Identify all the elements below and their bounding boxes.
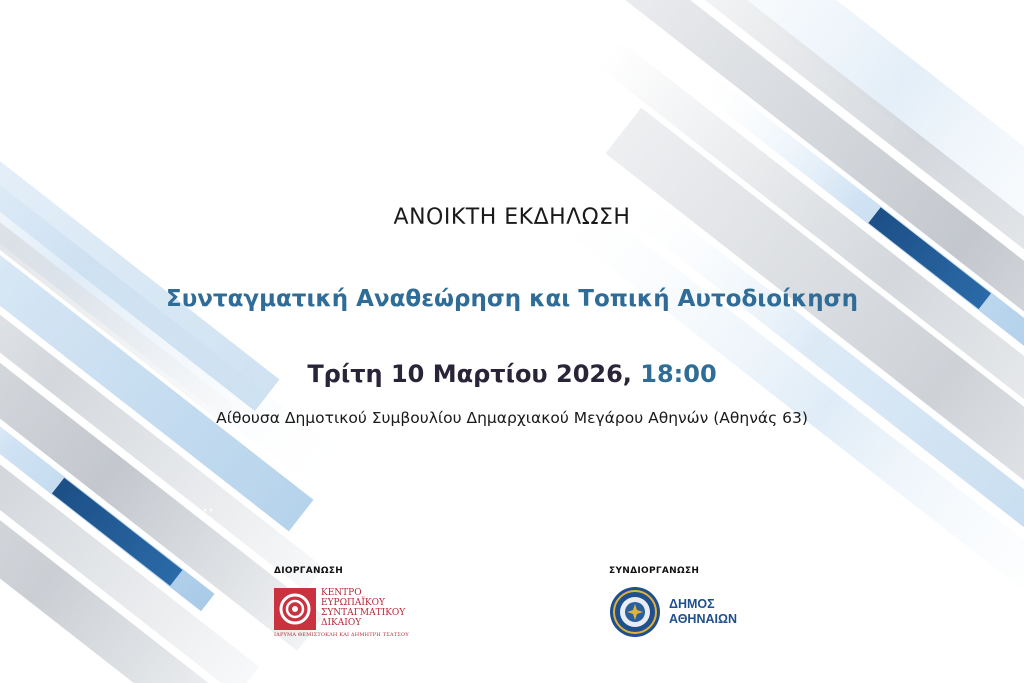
kesd-name-line3: ΣΥΝΤΑΓΜΑΤΙΚΟΥ [321, 608, 406, 618]
event-datetime [0, 360, 1024, 388]
organizer-caption: ΔΙΟΡΓΑΝΩΣΗ [274, 566, 344, 576]
co-organizer-block [609, 566, 737, 638]
kesd-name-line4: ΔΙΚΑΙΟΥ [321, 618, 362, 628]
event-title: Συνταγματική Αναθεώρηση και Τοπική Αυτοδιοίκηση [166, 286, 858, 312]
athens-emblem-icon [609, 586, 661, 638]
athens-logo [609, 586, 737, 638]
athens-name-line2: ΑΘΗΝΑΙΩΝ [669, 612, 738, 626]
kesd-name-line1: ΚΕΝΤΡΟ [321, 588, 362, 598]
kesd-emblem-icon [274, 588, 316, 630]
kesd-subtitle: ΙΔΡΥΜΑ ΘΕΜΙΣΤΟΚΛΗ ΚΑΙ ΔΗΜΗΤΡΗ ΤΣΑΤΣΟΥ [274, 632, 409, 638]
event-time: 18:00 [640, 360, 717, 388]
event-venue: Αίθουσα Δημοτικού Συμβουλίου Δημαρχιακού Μεγάρου Αθηνών (Αθηνάς 63) [216, 409, 808, 427]
kesd-name-line2: ΕΥΡΩΠΑΪΚΟΥ [321, 598, 385, 608]
athens-name-line1: ΔΗΜΟΣ [669, 597, 715, 611]
event-date: Τρίτη 10 Μαρτίου 2026, [307, 360, 641, 388]
co-organizer-caption: ΣΥΝΔΙΟΡΓΑΝΩΣΗ [609, 566, 700, 576]
kesd-logo [274, 588, 409, 630]
event-type-heading: ΑΝΟΙΚΤΗ ΕΚΔΗΛΩΣΗ [393, 205, 631, 230]
organizer-block [274, 566, 409, 638]
